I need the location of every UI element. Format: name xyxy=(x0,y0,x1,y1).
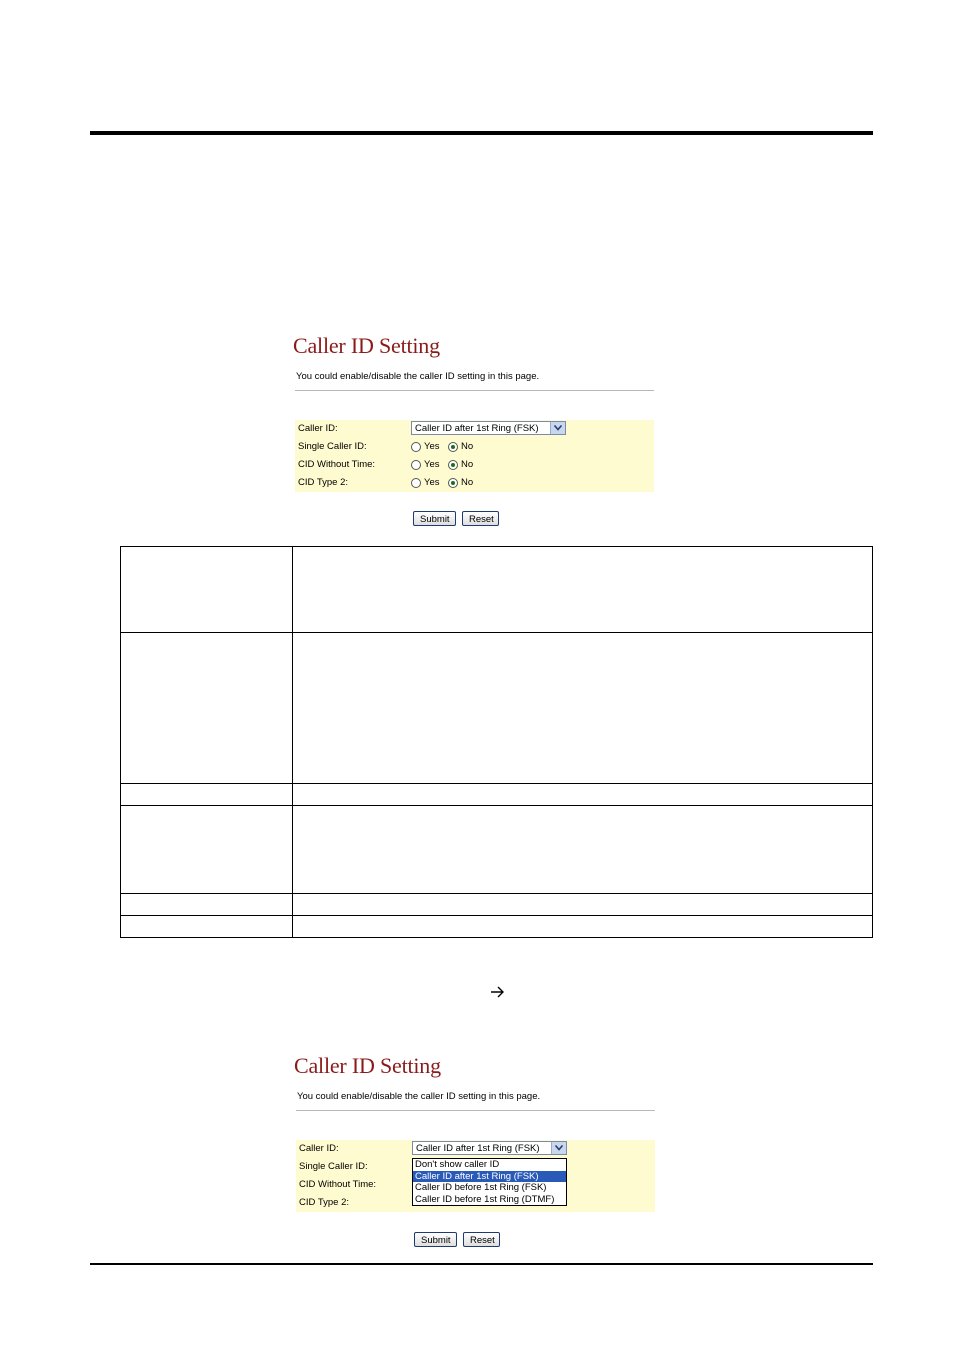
caller-id-select[interactable] xyxy=(412,1141,567,1155)
yes-label: Yes xyxy=(424,441,440,452)
caller-id-select-value: Caller ID after 1st Ring (FSK) xyxy=(415,423,539,434)
table-cell xyxy=(293,916,873,938)
right-arrow-icon xyxy=(490,985,506,999)
caller-id-panel-top xyxy=(293,333,658,533)
dropdown-option[interactable]: Caller ID before 1st Ring (FSK) xyxy=(415,1182,547,1193)
no-label: No xyxy=(461,459,474,470)
caller-id-select[interactable] xyxy=(411,421,566,435)
table-cell xyxy=(121,633,293,784)
cid-type2-label: CID Type 2: xyxy=(299,1197,349,1208)
row-cid-type2 xyxy=(295,474,654,492)
row-single-caller-id xyxy=(295,438,654,456)
table-row xyxy=(121,916,873,938)
page-description: You could enable/disable the caller ID setting in this page. xyxy=(297,1091,541,1102)
single-caller-id-no-radio[interactable] xyxy=(448,442,458,452)
yes-label: Yes xyxy=(424,477,440,488)
caller-id-select-value: Caller ID after 1st Ring (FSK) xyxy=(416,1143,540,1154)
yes-label: Yes xyxy=(424,459,440,470)
top-rule xyxy=(90,131,873,135)
dropdown-option[interactable]: Don't show caller ID xyxy=(415,1159,500,1170)
reset-button[interactable]: Reset xyxy=(462,511,499,526)
table-cell xyxy=(121,547,293,633)
dropdown-option[interactable]: Caller ID before 1st Ring (DTMF) xyxy=(415,1193,555,1205)
table-row xyxy=(121,633,873,784)
page-title: Caller ID Setting xyxy=(293,333,440,358)
caller-id-dropdown-list xyxy=(412,1158,567,1206)
table-cell xyxy=(121,806,293,894)
settings-form xyxy=(295,420,654,492)
caller-id-panel-bottom xyxy=(294,1053,659,1253)
table-row xyxy=(121,806,873,894)
single-caller-id-label: Single Caller ID: xyxy=(299,1161,368,1172)
cid-without-time-label: CID Without Time: xyxy=(298,459,376,470)
cid-without-time-yes-radio[interactable] xyxy=(411,460,421,470)
submit-button[interactable]: Submit xyxy=(413,511,456,526)
row-cid-without-time xyxy=(295,456,654,474)
table-cell xyxy=(121,784,293,806)
caller-id-label: Caller ID: xyxy=(299,1143,339,1154)
submit-button[interactable]: Submit xyxy=(414,1232,457,1247)
cid-without-time-label: CID Without Time: xyxy=(299,1179,377,1190)
cid-type2-yes-radio[interactable] xyxy=(411,478,421,488)
table-cell xyxy=(293,547,873,633)
row-caller-id xyxy=(295,420,654,438)
table-cell xyxy=(293,894,873,916)
reset-button[interactable]: Reset xyxy=(463,1232,500,1247)
chevron-down-icon[interactable] xyxy=(551,1142,566,1154)
table-cell xyxy=(293,784,873,806)
single-caller-id-label: Single Caller ID: xyxy=(298,441,367,452)
divider xyxy=(296,1110,655,1111)
page-title: Caller ID Setting xyxy=(294,1053,441,1078)
cid-type2-no-radio[interactable] xyxy=(448,478,458,488)
table-cell xyxy=(293,806,873,894)
table-row xyxy=(121,784,873,806)
cid-type2-label: CID Type 2: xyxy=(298,477,348,488)
table-cell xyxy=(121,894,293,916)
cid-without-time-no-radio[interactable] xyxy=(448,460,458,470)
single-caller-id-yes-radio[interactable] xyxy=(411,442,421,452)
caller-id-label: Caller ID: xyxy=(298,423,338,434)
divider xyxy=(295,390,654,391)
table-cell xyxy=(293,633,873,784)
page-description: You could enable/disable the caller ID setting in this page. xyxy=(296,371,540,382)
no-label: No xyxy=(461,477,474,488)
settings-form xyxy=(296,1140,655,1212)
dropdown-option-selected[interactable]: Caller ID after 1st Ring (FSK) xyxy=(413,1171,566,1183)
no-label: No xyxy=(461,441,474,452)
table-cell xyxy=(121,916,293,938)
chevron-down-icon[interactable] xyxy=(550,422,565,434)
table-row xyxy=(121,547,873,633)
description-table xyxy=(120,546,873,938)
bottom-rule xyxy=(90,1263,873,1265)
table-row xyxy=(121,894,873,916)
